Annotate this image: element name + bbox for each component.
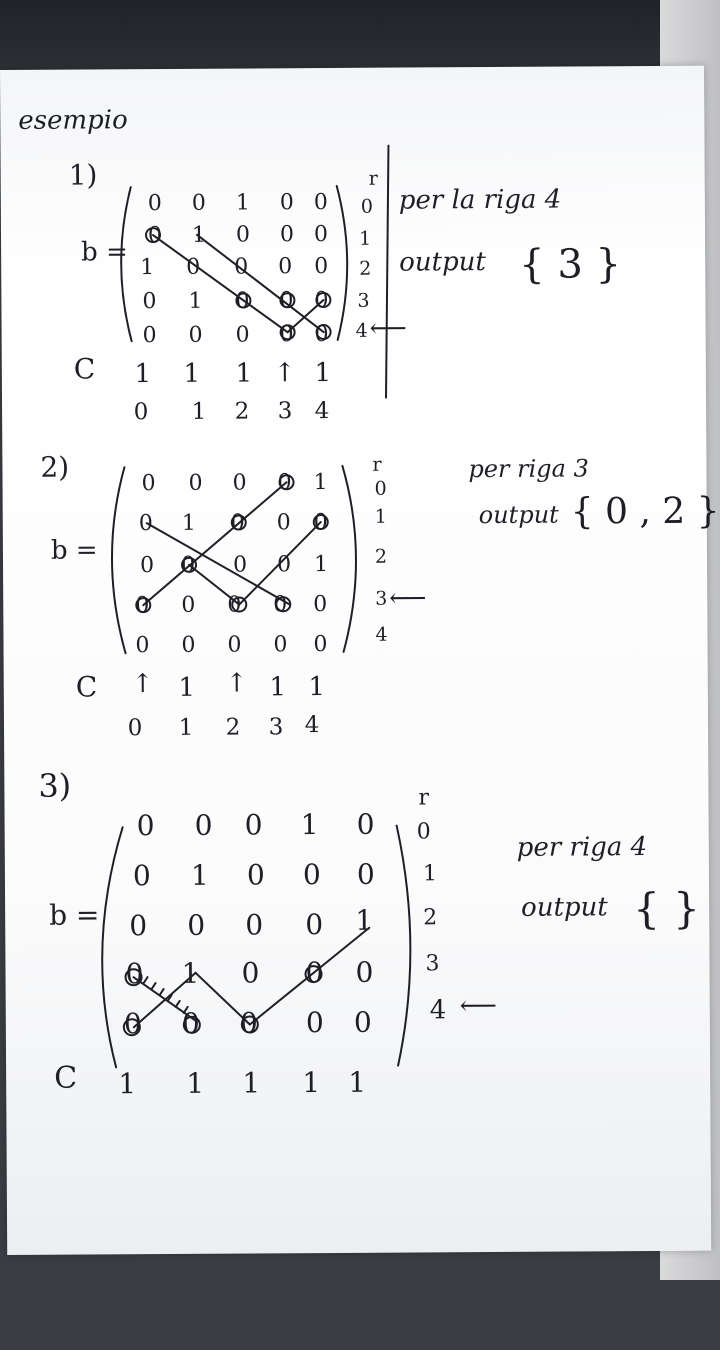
right-paren xyxy=(337,186,348,340)
column-label: 2 xyxy=(234,398,250,425)
matrix-cell: 0 xyxy=(194,808,213,842)
output-set: { 0 , 2 } xyxy=(570,490,720,533)
matrix-cell: 0 xyxy=(305,908,324,942)
row-label: 4 xyxy=(429,995,447,1026)
row-arrow-icon: ⟵ xyxy=(459,990,498,1022)
matrix-cell: 0 xyxy=(187,908,206,942)
matrix-cell: 0 xyxy=(279,190,294,216)
matrix-cell: 1 xyxy=(313,470,328,496)
matrix-cell: 1 xyxy=(188,288,203,314)
matrix-cell: 0 xyxy=(235,222,251,248)
matrix-cell: 0 xyxy=(313,190,328,216)
matrix-cell: 0 xyxy=(313,592,328,618)
row-label: 4 xyxy=(375,623,388,646)
output-set: { 3 } xyxy=(519,241,622,288)
matrix-cell: 1 xyxy=(191,222,207,248)
matrix-cell: 0 xyxy=(181,592,196,618)
c-value: 1 xyxy=(186,1066,205,1100)
row-arrow-icon: ⟵ xyxy=(369,313,407,344)
c-value: 1 xyxy=(314,357,332,389)
matrix-cell: 0 xyxy=(227,632,242,658)
matrix-cell: 0 xyxy=(239,1006,258,1040)
c-value: 1 xyxy=(134,359,152,390)
row-label: 0 xyxy=(374,477,387,500)
matrix-cell: 0 xyxy=(279,322,294,348)
matrix-cell: 0 xyxy=(353,1005,372,1039)
path-line xyxy=(153,234,288,333)
matrix-cell: 0 xyxy=(276,552,292,578)
matrix-cell: 1 xyxy=(355,903,374,937)
matrix-cell: 0 xyxy=(356,807,375,841)
matrix-cell: 0 xyxy=(147,191,162,217)
matrix-cell: 0 xyxy=(245,908,264,942)
matrix-cell: 0 xyxy=(279,222,295,248)
c-value: 1 xyxy=(348,1065,367,1099)
matrix-cell: 1 xyxy=(313,552,329,578)
c-value: 1 xyxy=(269,672,287,703)
c-value: ↑ xyxy=(273,358,296,389)
matrix-cell: 0 xyxy=(273,592,288,618)
matrix-cell: 0 xyxy=(314,253,329,280)
matrix-label: b = xyxy=(49,898,100,932)
example-number: 3) xyxy=(38,766,72,805)
c-value: 1 xyxy=(235,358,253,389)
matrix-cell: 0 xyxy=(135,633,150,659)
matrix-cell: 0 xyxy=(234,254,249,280)
c-value: ↑ xyxy=(131,669,154,700)
matrix-cell: 0 xyxy=(135,593,150,619)
row-label: 2 xyxy=(423,905,438,931)
path-line xyxy=(197,234,324,333)
vertical-divider xyxy=(384,146,390,398)
matrix-cell: 1 xyxy=(300,808,319,842)
right-paren xyxy=(342,466,356,652)
column-label: 3 xyxy=(268,714,284,741)
row-label: 3 xyxy=(357,289,370,312)
handwritten-sheet xyxy=(0,66,720,1255)
matrix-cell: 0 xyxy=(279,288,294,314)
note-output-label: output xyxy=(399,247,486,278)
matrix-cell: 0 xyxy=(314,321,329,348)
row-label: 0 xyxy=(360,195,374,218)
matrix-cell: 0 xyxy=(138,511,153,537)
matrix-cell: 0 xyxy=(181,632,196,658)
c-value: 1 xyxy=(183,358,201,389)
row-label: 2 xyxy=(374,545,388,568)
matrix-cell: 0 xyxy=(278,254,293,280)
note-output-label: output xyxy=(478,500,559,530)
matrix-cell: 0 xyxy=(141,471,156,497)
column-label: 2 xyxy=(225,714,241,741)
row-header: r xyxy=(418,785,430,811)
matrix-cell: 0 xyxy=(246,858,265,892)
column-label: 3 xyxy=(277,398,293,425)
matrix-cell: 0 xyxy=(191,190,206,216)
column-label: 0 xyxy=(127,715,143,742)
matrix-cell: 0 xyxy=(186,254,201,280)
matrix-cell: 0 xyxy=(188,322,203,348)
note-text: per la riga 4 xyxy=(398,184,562,216)
matrix-cell: 0 xyxy=(356,857,375,891)
matrix-cell: 0 xyxy=(142,289,157,315)
matrix-cell: 0 xyxy=(313,221,329,248)
row-header: r xyxy=(372,453,382,476)
row-label: 2 xyxy=(359,257,372,280)
row-label: 3 xyxy=(425,951,440,977)
matrix-cell: 0 xyxy=(302,858,321,892)
c-value: 1 xyxy=(178,672,196,703)
heading: esempio xyxy=(18,105,128,136)
matrix-cell: 0 xyxy=(147,223,163,249)
matrix-cell: 0 xyxy=(142,323,157,349)
row-label: 1 xyxy=(358,227,372,250)
matrix-cell: 0 xyxy=(305,956,324,990)
example-number: 2) xyxy=(40,450,70,484)
column-label: 0 xyxy=(133,399,149,426)
row-label: 3 xyxy=(375,587,388,610)
matrix-cell: 0 xyxy=(277,470,292,496)
matrix-cell: 1 xyxy=(235,190,250,216)
matrix-cell: 0 xyxy=(232,470,247,496)
row-label: 0 xyxy=(416,819,431,845)
matrix-label: b = xyxy=(81,237,128,268)
matrix-label: b = xyxy=(50,535,98,566)
matrix-cell: 0 xyxy=(276,510,291,536)
column-label: 1 xyxy=(178,714,194,741)
matrix-cell: 0 xyxy=(273,632,288,658)
output-set: { } xyxy=(632,883,701,934)
matrix-cell: 0 xyxy=(235,322,250,348)
column-label: 1 xyxy=(191,398,207,425)
row-label: 1 xyxy=(422,861,437,887)
matrix-cell: 0 xyxy=(180,552,196,578)
matrix-cell: 0 xyxy=(241,956,260,990)
matrix-cell: 1 xyxy=(181,510,196,536)
matrix-cell: 0 xyxy=(313,510,328,536)
c-value: 1 xyxy=(118,1067,137,1101)
column-label: 4 xyxy=(314,397,330,425)
row-header: r xyxy=(368,167,378,190)
matrix-cell: 0 xyxy=(129,909,148,943)
example-number: 1) xyxy=(68,158,98,192)
matrix-cell: 1 xyxy=(190,858,209,892)
matrix-cell: 0 xyxy=(314,287,329,314)
column-label: 4 xyxy=(304,712,320,739)
c-label: C xyxy=(73,352,96,386)
row-arrow-icon: ⟵ xyxy=(389,583,427,614)
c-value: 1 xyxy=(308,672,326,703)
c-value: ↑ xyxy=(225,668,248,699)
matrix-cell: 0 xyxy=(305,1006,324,1040)
row-label: 4 xyxy=(355,319,368,342)
matrix-cell: 0 xyxy=(136,809,155,843)
note-text: per riga 4 xyxy=(516,832,648,863)
note-text: per riga 3 xyxy=(468,454,589,484)
matrix-cell: 0 xyxy=(188,470,203,496)
matrix-cell: 0 xyxy=(139,553,155,579)
row-label: 1 xyxy=(374,505,387,528)
note-output-label: output xyxy=(521,892,608,923)
matrix-cell: 1 xyxy=(140,255,155,281)
c-label: C xyxy=(54,1060,78,1096)
c-label: C xyxy=(75,670,98,704)
matrix-cell: 0 xyxy=(125,957,144,991)
c-value: 1 xyxy=(242,1066,261,1100)
matrix-cell: 1 xyxy=(181,956,200,990)
matrix-cell: 0 xyxy=(181,1006,200,1040)
matrix-cell: 0 xyxy=(313,632,328,658)
left-paren xyxy=(111,467,125,653)
matrix-cell: 0 xyxy=(227,592,242,618)
right-paren xyxy=(397,826,411,1066)
matrix-cell: 0 xyxy=(123,1007,142,1041)
c-value: 1 xyxy=(302,1066,321,1100)
matrix-cell: 0 xyxy=(132,859,151,893)
matrix-cell: 0 xyxy=(232,552,248,578)
matrix-cell: 0 xyxy=(230,510,245,536)
matrix-cell: 0 xyxy=(235,288,250,314)
matrix-cell: 0 xyxy=(355,955,374,989)
matrix-cell: 0 xyxy=(244,808,263,842)
path-line xyxy=(143,482,288,605)
